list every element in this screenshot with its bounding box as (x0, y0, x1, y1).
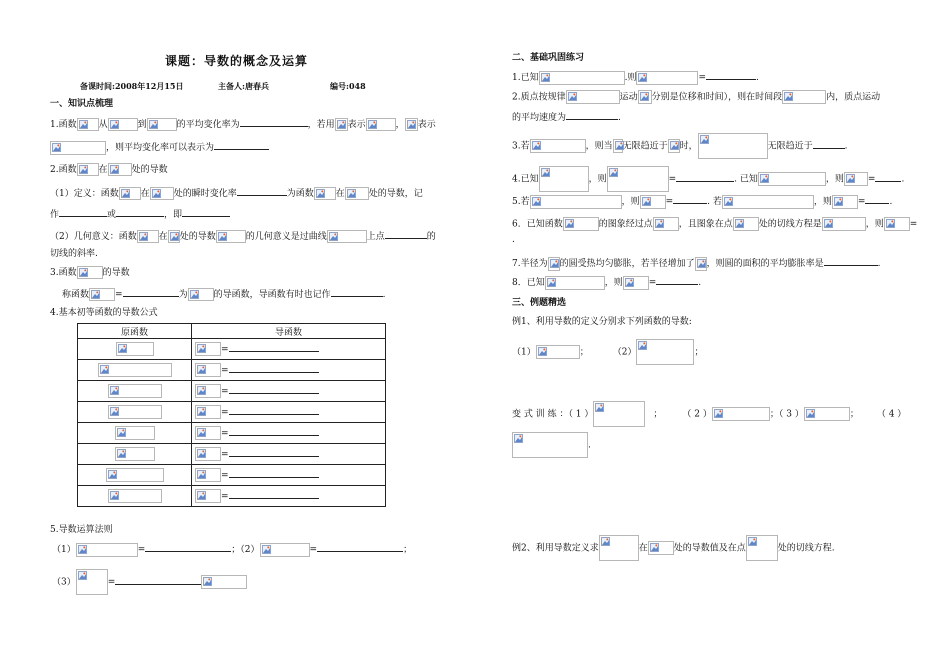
broken-image-icon (79, 268, 88, 277)
formula-placeholder (746, 535, 778, 561)
formula-placeholder (108, 118, 138, 131)
broken-image-icon (697, 259, 706, 268)
table-row: = (78, 444, 386, 465)
formula-placeholder (822, 217, 866, 231)
formula-placeholder (548, 257, 560, 271)
broken-image-icon (337, 120, 346, 129)
answer-blank (123, 287, 179, 297)
broken-image-icon (52, 143, 61, 152)
broken-image-icon (110, 491, 119, 500)
formula-placeholder (366, 118, 396, 131)
broken-image-icon (670, 141, 679, 150)
section-heading-3: 三、例题精选 (512, 298, 567, 308)
table-header-derivative: 导函数 (192, 324, 386, 339)
formula-placeholder (698, 133, 768, 159)
broken-image-icon (78, 545, 87, 554)
item-3-body: 称函数 = 为 的导函数，导函数有时也记作 . (62, 287, 385, 301)
answer-blank (240, 117, 308, 127)
broken-image-icon (368, 120, 377, 129)
broken-image-icon (197, 449, 206, 458)
formula-placeholder (195, 405, 221, 419)
answer-blank (182, 207, 230, 217)
item-2-definition-2: 作 或 ，即 (50, 207, 230, 221)
broken-image-icon (886, 219, 895, 228)
formula-placeholder (195, 363, 221, 377)
item-3-title: 3.函数 的导数 (50, 268, 130, 278)
formula-placeholder (599, 535, 639, 561)
formula-placeholder (108, 163, 132, 176)
broken-image-icon (121, 189, 130, 198)
answer-blank (673, 194, 707, 204)
answer-blank (566, 110, 618, 120)
formula-placeholder (884, 217, 910, 231)
answer-blank (229, 468, 319, 478)
formula-placeholder (50, 141, 106, 155)
formula-placeholder (195, 342, 221, 356)
doc-number: 编号:048 (330, 81, 366, 91)
author: 主备人:唐春兵 (218, 81, 269, 91)
formula-placeholder (195, 447, 221, 461)
item-1-line-2: ，则平均变化率可以表示为 (50, 140, 269, 155)
formula-placeholder (77, 118, 99, 131)
formula-placeholder (623, 276, 649, 290)
broken-image-icon (110, 120, 119, 129)
variant-practice-4: . (512, 432, 591, 458)
formula-placeholder (566, 90, 620, 104)
broken-image-icon (79, 165, 88, 174)
table-header-original: 原函数 (78, 324, 192, 339)
broken-image-icon (565, 219, 574, 228)
answer-blank (706, 70, 756, 80)
broken-image-icon (834, 197, 843, 206)
broken-image-icon (650, 543, 659, 552)
formula-placeholder (195, 468, 221, 482)
broken-image-icon (638, 73, 647, 82)
broken-image-icon (595, 403, 604, 412)
answer-blank (824, 256, 878, 266)
formula-placeholder (147, 118, 177, 131)
answer-blank (115, 575, 201, 585)
broken-image-icon (118, 344, 127, 353)
table-row: = (78, 486, 386, 507)
section-heading-1: 一、知识点梳理 (50, 99, 114, 109)
formula-placeholder (260, 543, 310, 557)
table-row: = (78, 381, 386, 402)
formula-placeholder (844, 172, 868, 186)
formula-placeholder (405, 118, 418, 131)
broken-image-icon (329, 232, 338, 241)
broken-image-icon (609, 168, 618, 177)
broken-image-icon (117, 449, 126, 458)
answer-blank (656, 275, 698, 285)
formula-placeholder (77, 266, 103, 279)
broken-image-icon (407, 120, 416, 129)
rule-1-2: （1） = ；（2） = ； (52, 542, 412, 557)
formula-placeholder (119, 187, 141, 200)
formula-placeholder (188, 288, 214, 301)
broken-image-icon (640, 92, 649, 101)
answer-blank (116, 207, 164, 217)
broken-image-icon (760, 174, 769, 183)
formula-placeholder (98, 363, 172, 377)
table-header-row (78, 324, 386, 339)
formula-placeholder (168, 230, 180, 243)
section-heading-2: 二、基础巩固练习 (512, 53, 585, 63)
broken-image-icon (514, 434, 523, 443)
table-row: = (78, 339, 386, 360)
question-6-end: . (512, 235, 515, 245)
broken-image-icon (638, 341, 647, 350)
broken-image-icon (110, 407, 119, 416)
formula-placeholder (648, 541, 674, 555)
broken-image-icon (197, 428, 206, 437)
broken-image-icon (197, 365, 206, 374)
broken-image-icon (262, 545, 271, 554)
broken-image-icon (642, 197, 651, 206)
question-6: 6．已知函数 的图象经过点 ，且图象在点 处的切线方程是 ，则 = (512, 217, 917, 231)
answer-blank (229, 447, 319, 457)
formula-placeholder (758, 172, 826, 186)
formula-placeholder (539, 71, 625, 85)
formula-placeholder (539, 166, 589, 192)
answer-blank (317, 542, 403, 552)
example-1: 例1、利用导数的定义分别求下列函数的导数: (512, 317, 692, 327)
page-title: 课题：导数的概念及运算 (165, 54, 309, 68)
broken-image-icon (714, 409, 723, 418)
formula-placeholder (636, 339, 694, 365)
formula-placeholder (76, 543, 138, 557)
broken-image-icon (79, 120, 88, 129)
formula-placeholder (108, 489, 162, 503)
formula-placeholder (89, 288, 115, 301)
formula-placeholder (832, 195, 858, 209)
formula-placeholder (640, 195, 666, 209)
formula-placeholder (76, 569, 108, 595)
broken-image-icon (110, 386, 119, 395)
answer-blank (229, 426, 319, 436)
answer-blank (385, 229, 427, 239)
broken-image-icon (197, 491, 206, 500)
broken-image-icon (197, 386, 206, 395)
formula-placeholder (335, 118, 348, 131)
answer-blank (865, 194, 889, 204)
broken-image-icon (532, 141, 541, 150)
question-5: 5.若 ，则 = . 若 ，则 = . (512, 194, 892, 209)
broken-image-icon (108, 470, 117, 479)
answer-blank (229, 363, 319, 373)
formula-placeholder (116, 342, 154, 356)
example-2: 例2、利用导数定义求 在 处的导数值及在点 处的切线方程. (512, 535, 835, 561)
broken-image-icon (846, 174, 855, 183)
broken-image-icon (615, 141, 624, 150)
formula-placeholder (530, 139, 586, 153)
formula-placeholder (201, 575, 247, 589)
formula-placeholder (106, 468, 164, 482)
answer-blank (229, 342, 319, 352)
broken-image-icon (601, 537, 610, 546)
broken-image-icon (218, 232, 227, 241)
item-2-geometry: （2）几何意义：函数 在 处的导数 的几何意义是过曲线 上点 的 (50, 229, 436, 243)
formula-placeholder (536, 345, 580, 359)
formula-placeholder (593, 401, 645, 427)
answer-blank (237, 186, 287, 196)
formula-placeholder (563, 217, 599, 231)
broken-image-icon (347, 189, 356, 198)
formula-placeholder (327, 230, 367, 243)
broken-image-icon (170, 232, 179, 241)
item-1-line-1: 1.函数 从 到 的平均变化率为 ，若用 表示 ， 表示 (50, 117, 436, 131)
question-3: 3.若 ，则当 无限趋近于 时， 无限趋近于 . (512, 133, 848, 159)
formula-placeholder (545, 276, 605, 290)
item-2-title: 2.函数 在 处的导数 (50, 165, 168, 175)
broken-image-icon (78, 571, 87, 580)
answer-blank (813, 139, 845, 149)
table-row: = (78, 465, 386, 486)
broken-image-icon (541, 168, 550, 177)
broken-image-icon (824, 219, 833, 228)
rule-3: （3） = (52, 569, 247, 595)
formula-placeholder (804, 407, 850, 421)
formula-placeholder (150, 187, 174, 200)
broken-image-icon (784, 92, 793, 101)
broken-image-icon (700, 135, 709, 144)
table-row: = (78, 402, 386, 423)
formula-placeholder (607, 166, 669, 192)
broken-image-icon (139, 232, 148, 241)
formula-placeholder (345, 187, 369, 200)
broken-image-icon (532, 197, 541, 206)
item-4-title: 4.基本初等函数的导数公式 (50, 308, 158, 318)
formula-placeholder (636, 71, 698, 85)
formula-placeholder (137, 230, 159, 243)
prep-time: 备课时间:2008年12月15日 (80, 81, 184, 91)
formula-placeholder (314, 187, 336, 200)
broken-image-icon (110, 165, 119, 174)
broken-image-icon (806, 409, 815, 418)
answer-blank (331, 287, 383, 297)
question-2-line-2: 的平均速度为 . (512, 110, 621, 124)
broken-image-icon (625, 278, 634, 287)
formula-placeholder (653, 217, 679, 231)
broken-image-icon (541, 73, 550, 82)
formula-placeholder (195, 489, 221, 503)
formula-placeholder (712, 407, 770, 421)
formula-placeholder (108, 384, 162, 398)
broken-image-icon (547, 278, 556, 287)
broken-image-icon (197, 470, 206, 479)
broken-image-icon (538, 347, 547, 356)
table-row: = (78, 360, 386, 381)
answer-blank (229, 405, 319, 415)
broken-image-icon (152, 189, 161, 198)
broken-image-icon (748, 537, 757, 546)
answer-blank (229, 489, 319, 499)
question-8: 8．已知 ，则 = . (512, 275, 701, 290)
answer-blank (59, 207, 107, 217)
item-5-title: 5.导数运算法则 (50, 525, 113, 535)
broken-image-icon (316, 189, 325, 198)
question-2: 2.质点按规律 运动 分别是位移和时间），则在时间段 内，质点运动 (512, 90, 880, 104)
formula-placeholder (115, 447, 155, 461)
formula-placeholder (613, 139, 623, 153)
answer-blank (214, 140, 269, 150)
formula-placeholder (695, 257, 707, 271)
broken-image-icon (655, 219, 664, 228)
broken-image-icon (190, 290, 199, 299)
broken-image-icon (203, 577, 212, 586)
formula-placeholder (216, 230, 246, 243)
formula-placeholder (115, 426, 155, 440)
broken-image-icon (568, 92, 577, 101)
formula-placeholder (782, 90, 826, 104)
broken-image-icon (550, 259, 559, 268)
broken-image-icon (91, 290, 100, 299)
broken-image-icon (724, 197, 733, 206)
broken-image-icon (197, 344, 206, 353)
answer-blank (676, 172, 734, 182)
answer-blank (145, 542, 231, 552)
formula-placeholder (512, 432, 588, 458)
question-4: 4.已知 ，则 = . 已知 ，则 = . (512, 166, 904, 192)
formula-placeholder (195, 384, 221, 398)
answer-blank (229, 384, 319, 394)
broken-image-icon (149, 120, 158, 129)
formula-placeholder (638, 90, 652, 104)
broken-image-icon (735, 219, 744, 228)
formula-placeholder (733, 217, 759, 231)
broken-image-icon (100, 365, 109, 374)
formula-placeholder (668, 139, 680, 153)
derivative-formula-table (77, 323, 386, 507)
question-1: 1.已知 .则 = . (512, 70, 759, 85)
formula-placeholder (722, 195, 814, 209)
formula-placeholder (195, 426, 221, 440)
broken-image-icon (117, 428, 126, 437)
answer-blank (875, 172, 901, 182)
example-1-parts: （1） ； （2） ； (512, 339, 704, 365)
formula-placeholder (77, 163, 99, 176)
item-2-definition: （1）定义：函数 在 处的瞬时变化率 为函数 在 处的导数，记 (50, 186, 423, 200)
broken-image-icon (197, 407, 206, 416)
formula-placeholder (108, 405, 162, 419)
variant-practice: 变 式 训 练 ：（ 1 ） ； （ 2 ） ；（ 3 ） ； （ 4 ） (512, 401, 906, 427)
question-7: 7.半径为 的圆受热均匀膨胀，若半径增加了 ，则圆的面积的平均膨胀率是 . (512, 256, 881, 271)
formula-placeholder (530, 195, 622, 209)
table-row: = (78, 423, 386, 444)
item-2-geometry-2: 切线的斜率. (50, 249, 98, 259)
